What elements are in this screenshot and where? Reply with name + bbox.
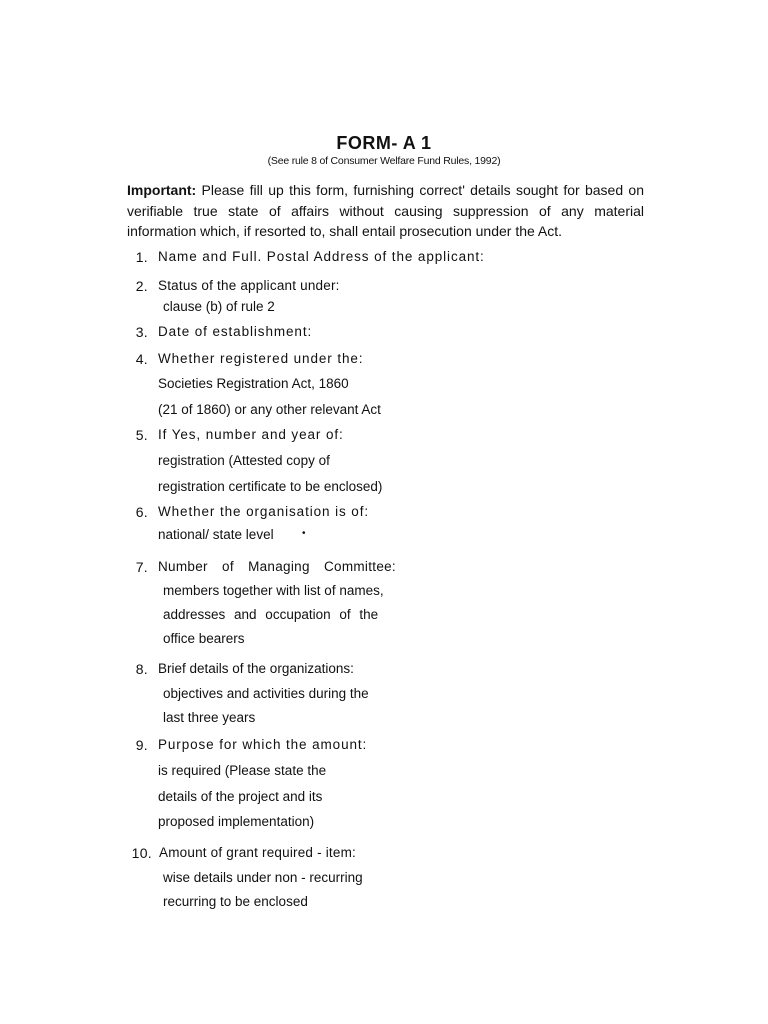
- item-line: is required (Please state the: [158, 763, 327, 778]
- item-number: 3.: [135, 324, 148, 340]
- item-line: national/ state level: [158, 527, 274, 542]
- item-number: 2.: [135, 278, 148, 294]
- item-line: (21 of 1860) or any other relevant Act: [158, 402, 381, 417]
- item-line: Amount of grant required - item:: [159, 845, 356, 860]
- item-line: Number of Managing Committee:: [158, 559, 396, 574]
- important-label: Important:: [127, 182, 197, 198]
- item-number: 10.: [131, 845, 152, 861]
- item-number: 6.: [135, 504, 148, 520]
- item-number: 8.: [135, 661, 148, 677]
- item-line: office bearers: [163, 631, 245, 646]
- item-number: 1.: [135, 249, 148, 265]
- item-line: proposed implementation): [158, 814, 315, 829]
- important-text: Please fill up this form, furnishing correct' details sought for based on verifiable true state of affairs without causing suppression of any material information which, if resorted to, shall entail prosecution under the Act.: [127, 182, 644, 239]
- item-line: Brief details of the organizations:: [158, 661, 354, 676]
- item-line: Purpose for which the amount:: [158, 737, 368, 752]
- item-number: 9.: [135, 737, 148, 753]
- item-line: clause (b) of rule 2: [163, 299, 275, 314]
- item-line: registration certificate to be enclosed): [158, 479, 383, 494]
- form-subtitle: (See rule 8 of Consumer Welfare Fund Rules, 1992): [267, 155, 501, 167]
- item-number: 7.: [135, 559, 148, 575]
- item-line: addresses and occupation of the: [163, 607, 379, 622]
- item-line: If Yes, number and year of:: [158, 427, 344, 442]
- item-number: 5.: [135, 427, 148, 443]
- item-line: Whether registered under the:: [158, 351, 364, 366]
- item-line: Date of establishment:: [158, 324, 313, 339]
- item-line: wise details under non - recurring: [163, 870, 363, 885]
- item-line: details of the project and its: [158, 789, 323, 804]
- item-number: 4.: [135, 351, 148, 367]
- form-title: FORM- A 1: [336, 133, 432, 153]
- item-line: Societies Registration Act, 1860: [158, 376, 349, 391]
- item-line: members together with list of names,: [163, 583, 384, 598]
- item-line: Name and Full. Postal Address of the applicant:: [158, 249, 485, 264]
- item-line: registration (Attested copy of: [158, 453, 330, 468]
- item-line: Whether the organisation is of:: [158, 504, 370, 519]
- item-line: recurring to be enclosed: [163, 894, 308, 909]
- item-line: Status of the applicant under:: [158, 278, 340, 293]
- item-line: last three years: [163, 710, 256, 725]
- item-line: objectives and activities during the: [163, 686, 369, 701]
- bullet-mark: •: [302, 528, 306, 539]
